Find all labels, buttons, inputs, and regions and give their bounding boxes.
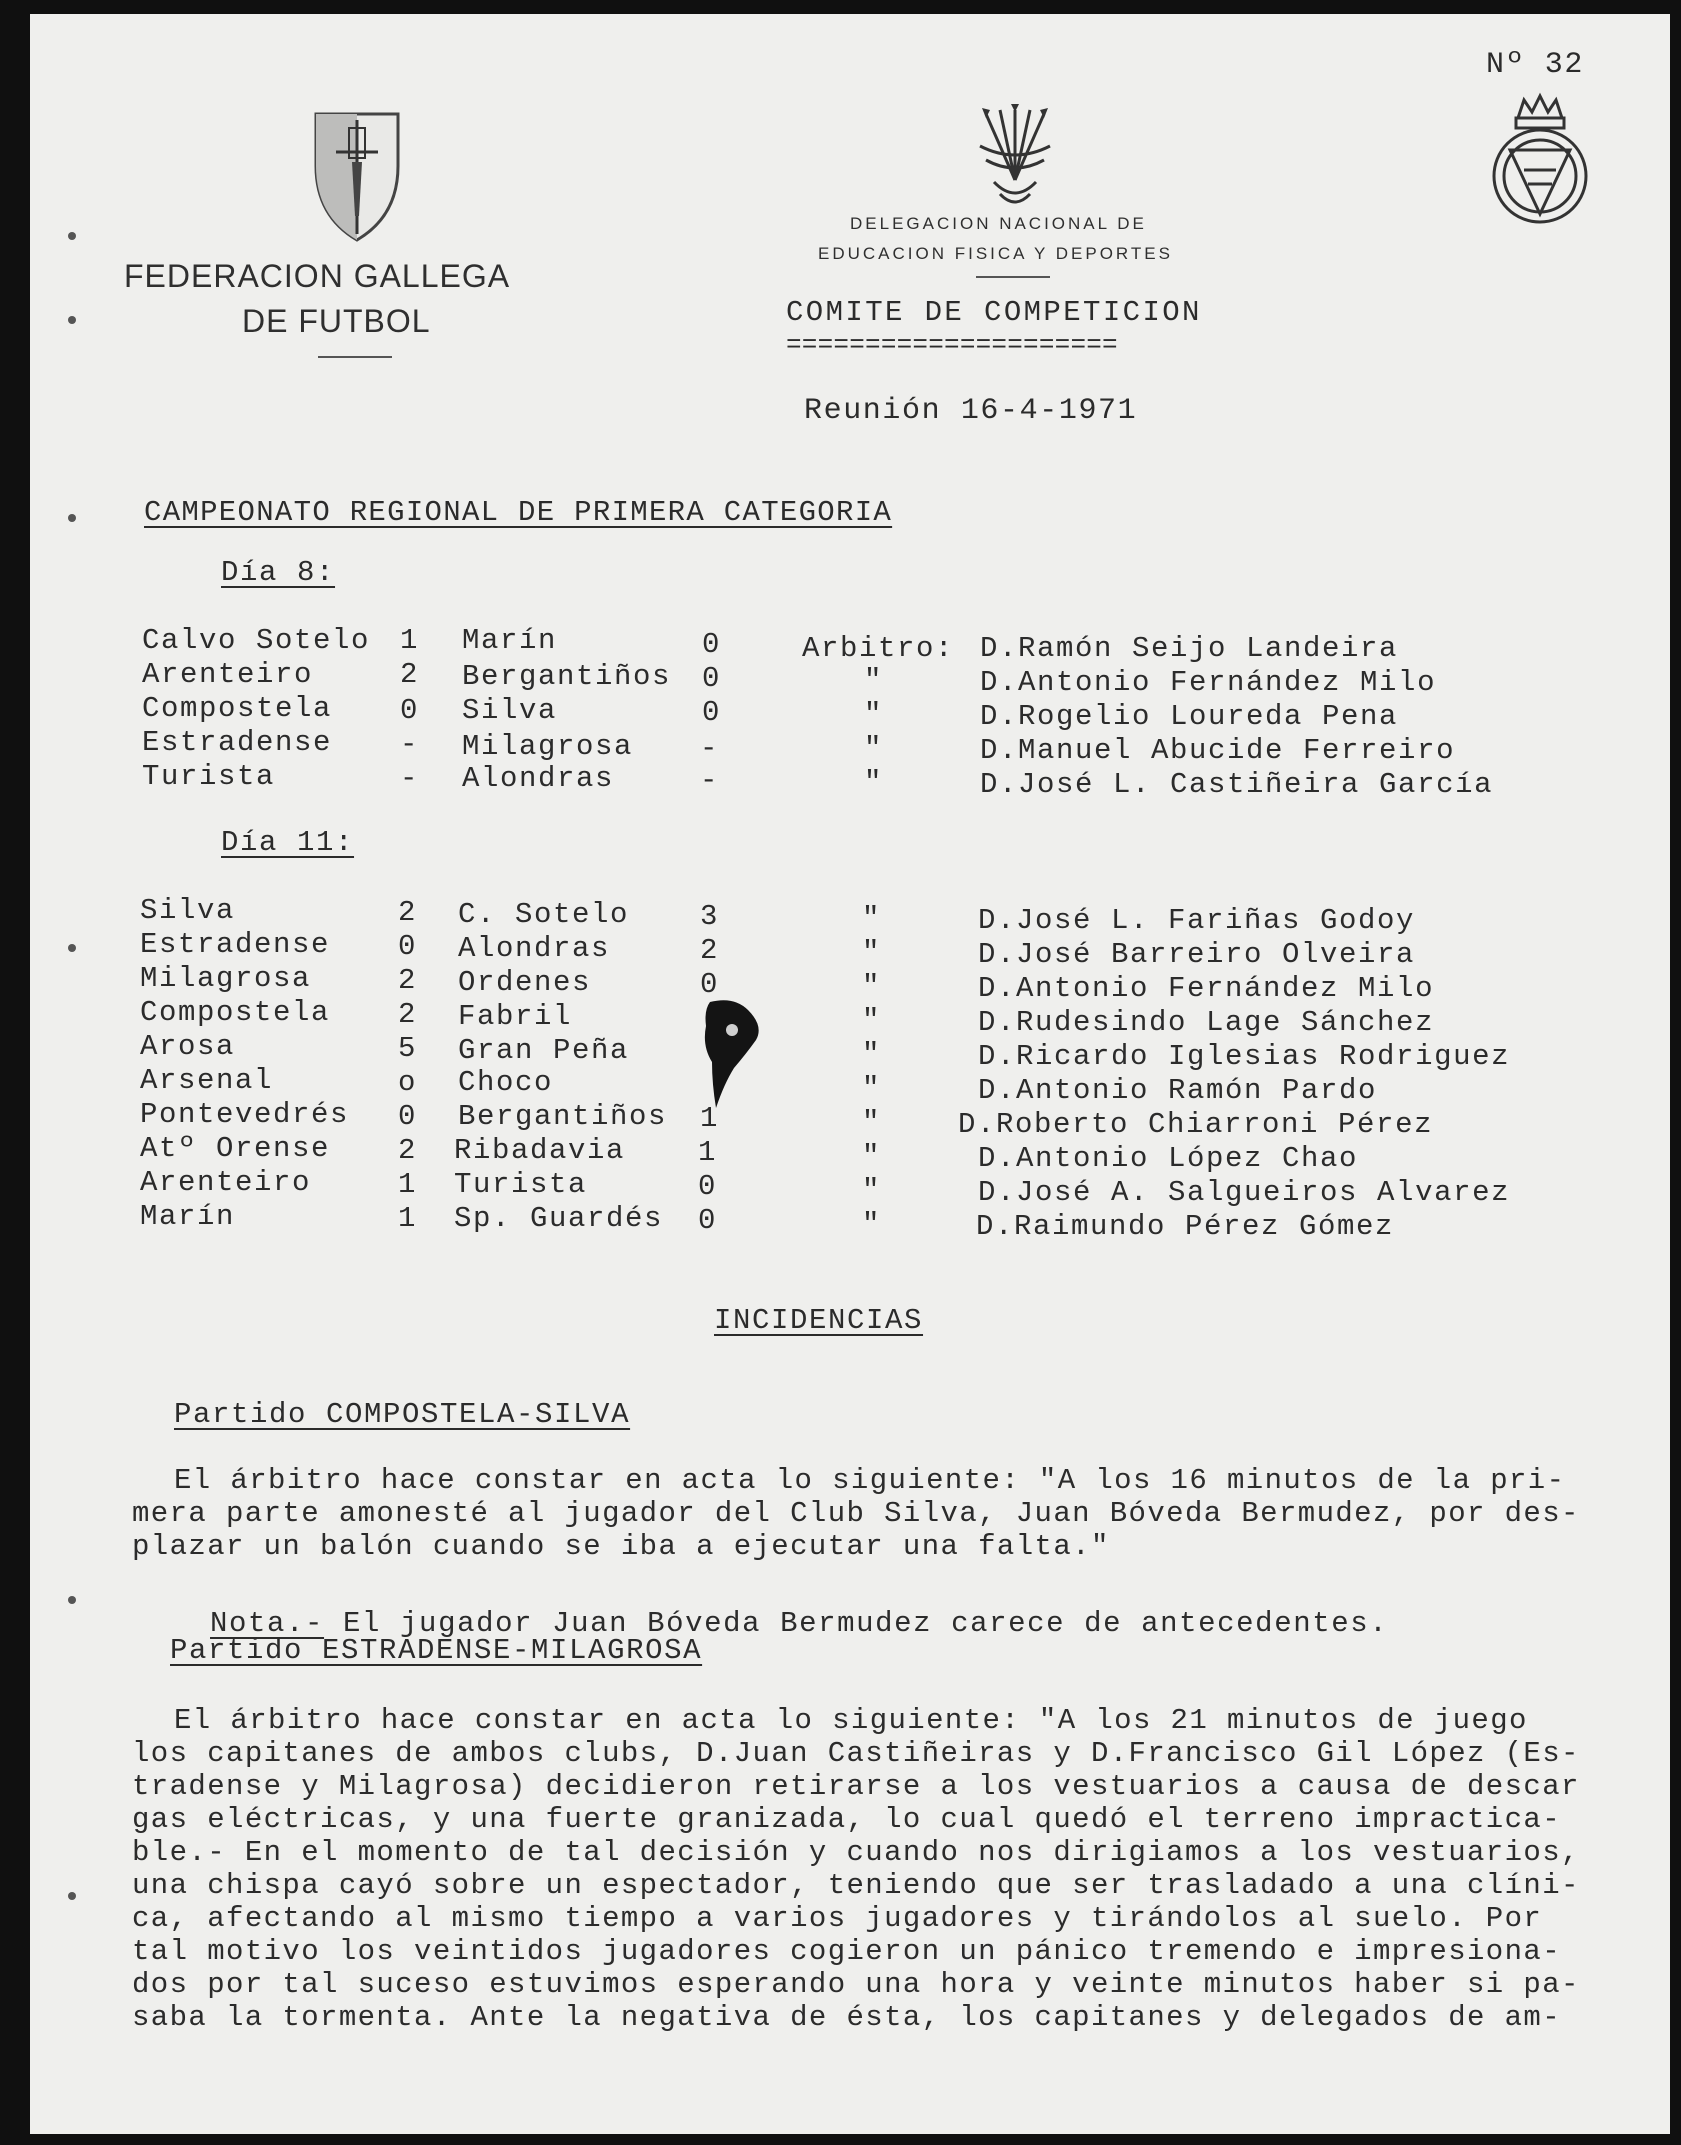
home-score: 2 — [398, 896, 418, 929]
home-score: 1 — [400, 624, 420, 657]
referee-label: " — [862, 1072, 882, 1105]
day-11-label: Día 11: — [221, 826, 355, 859]
home-score: 2 — [398, 998, 418, 1031]
note-text: El jugador Juan Bóveda Bermudez carece de antecedentes. — [324, 1607, 1389, 1640]
referee-name: D.Antonio Ramón Pardo — [978, 1074, 1378, 1107]
referee-label: " — [864, 698, 884, 731]
home-score: 2 — [400, 658, 420, 691]
referee-name: D.Roberto Chiarroni Pérez — [958, 1108, 1434, 1141]
home-team: Compostela — [142, 692, 333, 725]
day-8-label: Día 8: — [221, 556, 336, 589]
away-team: Sp. Guardés — [454, 1202, 664, 1235]
away-score: 1 — [698, 1136, 718, 1169]
referee-name: D.Ramón Seijo Landeira — [980, 632, 1399, 665]
away-score: - — [700, 764, 720, 797]
incident-2-body — [132, 1704, 1672, 2034]
referee-name: D.José L. Fariñas Godoy — [978, 904, 1416, 937]
referee-label: " — [862, 1004, 882, 1037]
home-score: 1 — [398, 1168, 418, 1201]
referee-label: " — [864, 766, 884, 799]
incident-2-title: Partido ESTRADENSE-MILAGROSA — [170, 1634, 703, 1667]
away-team: Bergantiños — [462, 660, 672, 693]
divider — [976, 276, 1050, 278]
meeting-date: Reunión 16-4-1971 — [804, 394, 1138, 428]
home-team: Estradense — [142, 726, 333, 759]
paragraph-line: ca, afectando al mismo tiempo a varios jugadores y tirándolos al suelo. Por — [132, 1902, 1543, 1935]
away-team: Turista — [454, 1168, 588, 1201]
referee-label: " — [862, 1174, 882, 1207]
home-team: Pontevedrés — [140, 1098, 350, 1131]
referee-name: D.Ricardo Iglesias Rodriguez — [978, 1040, 1511, 1073]
referee-name: D.Rogelio Loureda Pena — [980, 700, 1399, 733]
referee-label: " — [862, 1208, 882, 1241]
referee-name: D.José Barreiro Olveira — [978, 938, 1416, 971]
away-score: 0 — [698, 1204, 718, 1237]
home-score: 0 — [398, 930, 418, 963]
referee-name: D.Rudesindo Lage Sánchez — [978, 1006, 1435, 1039]
paragraph-line: los capitanes de ambos clubs, D.Juan Castiñeiras y D.Francisco Gil López (Es- — [132, 1737, 1580, 1770]
divider — [318, 356, 392, 358]
incident-1-note — [172, 1574, 1388, 1640]
away-score: 3 — [700, 900, 720, 933]
home-team: Marín — [140, 1200, 236, 1233]
referee-label: " — [862, 1038, 882, 1071]
home-team: Calvo Sotelo — [142, 624, 371, 657]
referee-name: D.Antonio Fernández Milo — [980, 666, 1437, 699]
referee-label: Arbitro: — [802, 632, 955, 665]
home-team: Estradense — [140, 928, 331, 961]
federation-shield-icon — [312, 106, 402, 244]
championship-title: CAMPEONATO REGIONAL DE PRIMERA CATEGORIA — [144, 496, 893, 529]
paragraph-line: mera parte amonesté al jugador del Club Silva, Juan Bóveda Bermudez, por des- — [132, 1497, 1580, 1530]
home-team: Silva — [140, 894, 236, 927]
referee-name: D.Antonio López Chao — [978, 1142, 1359, 1175]
federation-line-1: FEDERACION GALLEGA — [124, 258, 511, 294]
away-score: 0 — [700, 968, 720, 1001]
referee-label: " — [864, 732, 884, 765]
incident-1-body — [132, 1464, 1672, 1563]
incident-1-title: Partido COMPOSTELA-SILVA — [174, 1398, 631, 1431]
paragraph-line: una chispa cayó sobre un espectador, teniendo que ser trasladado a una clíni- — [132, 1869, 1580, 1902]
paragraph-line: ble.- En el momento de tal decisión y cuando nos dirigiamos a los vestuarios, — [132, 1836, 1580, 1869]
home-score: 2 — [398, 964, 418, 997]
referee-label: " — [862, 1140, 882, 1173]
paragraph-line: El árbitro hace constar en acta lo siguiente: "A los 21 minutos de juego — [174, 1704, 1528, 1737]
ink-blot — [694, 996, 766, 1112]
paragraph-line: El árbitro hace constar en acta lo siguiente: "A los 16 minutos de la pri- — [174, 1464, 1566, 1497]
delegation-line-1: DELEGACION NACIONAL DE — [850, 214, 1147, 233]
away-team: Alondras — [458, 932, 611, 965]
home-score: 0 — [400, 694, 420, 727]
paragraph-line: tal motivo los veintidos jugadores cogieron un pánico tremendo e impresiona- — [132, 1935, 1562, 1968]
punch-mark — [68, 232, 76, 240]
paragraph-line: saba la tormenta. Ante la negativa de ésta, los capitanes y delegados de am- — [132, 2001, 1562, 2034]
paragraph-line: dos por tal suceso estuvimos esperando una hora y veinte minutos haber si pa- — [132, 1968, 1580, 2001]
yoke-and-arrows-icon — [972, 100, 1058, 210]
away-score: - — [700, 732, 720, 765]
home-team: Milagrosa — [140, 962, 312, 995]
referee-label: " — [862, 902, 882, 935]
home-team: Turista — [142, 760, 276, 793]
punch-mark — [68, 514, 76, 522]
paragraph-line: plazar un balón cuando se iba a ejecutar una falta." — [132, 1530, 1110, 1563]
home-team: Arosa — [140, 1030, 236, 1063]
referee-name: D.Raimundo Pérez Gómez — [976, 1210, 1395, 1243]
away-score: 0 — [702, 662, 722, 695]
home-score: 2 — [398, 1134, 418, 1167]
home-score: o — [398, 1066, 418, 1099]
incidencias-title: INCIDENCIAS — [714, 1304, 924, 1337]
home-score: 1 — [398, 1202, 418, 1235]
punch-mark — [68, 944, 76, 952]
punch-mark — [68, 1596, 76, 1604]
home-team: Arenteiro — [142, 658, 314, 691]
home-score: 5 — [398, 1032, 418, 1065]
away-score: 2 — [700, 934, 720, 967]
away-team: Ribadavia — [454, 1134, 626, 1167]
away-team: Silva — [462, 694, 558, 727]
away-team: Fabril — [458, 1000, 573, 1033]
away-team: Gran Peña — [458, 1034, 630, 1067]
referee-name: D.José A. Salgueiros Alvarez — [978, 1176, 1511, 1209]
away-team: Marín — [462, 624, 558, 657]
paragraph-line: tradense y Milagrosa) decidieron retirarse a los vestuarios a causa de descar — [132, 1770, 1580, 1803]
away-score: 0 — [702, 628, 722, 661]
note-label: Nota.- — [210, 1607, 325, 1640]
referee-label: " — [862, 970, 882, 1003]
away-score: 1 — [700, 1102, 720, 1135]
referee-name: D.Antonio Fernández Milo — [978, 972, 1435, 1005]
home-score: - — [400, 762, 420, 795]
away-team: Ordenes — [458, 966, 592, 999]
federation-line-2: DE FUTBOL — [242, 303, 431, 339]
referee-label: " — [862, 936, 882, 969]
crowned-crest-icon — [1488, 90, 1592, 232]
committee-rule: ===================== — [786, 330, 1118, 360]
doc-number: Nº 32 — [1486, 48, 1585, 82]
committee-title: COMITE DE COMPETICION — [786, 296, 1202, 329]
home-team: Atº Orense — [140, 1132, 331, 1165]
referee-name: D.José L. Castiñeira García — [980, 768, 1494, 801]
punch-mark — [68, 316, 76, 324]
away-team: Alondras — [462, 762, 615, 795]
referee-label: " — [862, 1106, 882, 1139]
away-score: 0 — [698, 1170, 718, 1203]
referee-name: D.Manuel Abucide Ferreiro — [980, 734, 1456, 767]
home-score: - — [400, 728, 420, 761]
delegation-line-2: EDUCACION FISICA Y DEPORTES — [818, 244, 1173, 263]
away-team: C. Sotelo — [458, 898, 630, 931]
home-team: Compostela — [140, 996, 331, 1029]
away-team: Bergantiños — [458, 1100, 668, 1133]
away-team: Choco — [458, 1066, 554, 1099]
away-score: 0 — [702, 696, 722, 729]
home-team: Arsenal — [140, 1064, 274, 1097]
away-team: Milagrosa — [462, 730, 634, 763]
paragraph-line: gas eléctricas, y una fuerte granizada, lo cual quedó el terreno impractica- — [132, 1803, 1562, 1836]
referee-label: " — [864, 664, 884, 697]
home-score: 0 — [398, 1100, 418, 1133]
punch-mark — [68, 1892, 76, 1900]
home-team: Arenteiro — [140, 1166, 312, 1199]
